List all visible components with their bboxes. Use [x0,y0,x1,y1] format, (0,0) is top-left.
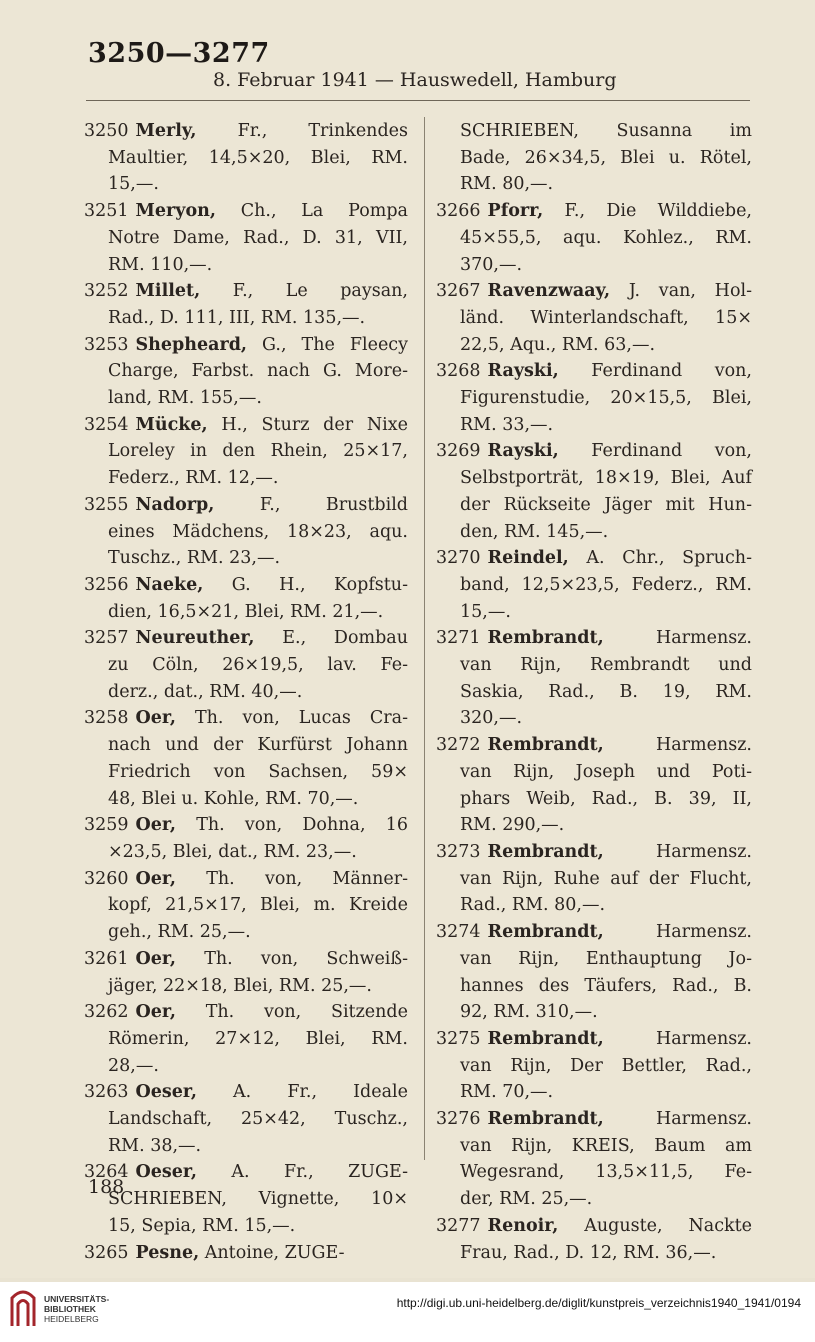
entry-text: van Rijn, Rembrandt und [460,655,752,676]
entry-line [84,599,408,626]
entry-line [436,866,752,893]
entry-text: Römerin, 27×12, Blei, RM. [108,1028,408,1049]
catalog-entry [436,625,752,732]
entry-text: SCHRIEBEN, Vignette, 10× [108,1189,408,1210]
lot-number: 3270 [436,548,481,569]
entry-line [84,866,408,893]
entry-line [436,198,752,225]
entry-line [84,465,408,492]
entry-line [436,1159,752,1186]
entry-line [436,1240,752,1267]
entry-line [436,118,752,145]
lot-number: 3272 [436,735,481,756]
entry-text: Th. von, Sitzende [175,1002,408,1023]
entry-text: H., Sturz der Nixe [207,414,408,435]
entry-text: Friedrich von Sachsen, 59× [108,761,408,782]
entry-text: Harmensz. [603,735,752,756]
catalog-entry [84,812,408,865]
entry-text: F., Le paysan, [200,281,408,302]
artist-name: Rembrandt, [487,922,604,943]
catalog-entry [436,839,752,919]
entry-text: RM. 33,—. [460,414,554,435]
entry-line [84,278,408,305]
entry-line [84,1133,408,1160]
entry-text: Tuschz., RM. 23,—. [108,548,281,569]
entry-line [84,786,408,813]
right-column [436,118,752,1266]
artist-name: Oeser, [135,1162,197,1183]
entry-line [84,412,408,439]
artist-name: Oer, [135,948,176,969]
entry-line [436,252,752,279]
entry-line [436,705,752,732]
entry-text: 15,—. [460,601,511,622]
entry-line [436,332,752,359]
artist-name: Shepheard, [135,334,248,355]
entry-text: Harmensz. [603,841,752,862]
artist-name: Renoir, [487,1215,559,1236]
entry-text: Ferdinand von, [558,361,752,382]
lot-number: 3271 [436,628,481,649]
footer-bar [0,1282,815,1342]
artist-name: Rembrandt, [487,628,604,649]
lot-number: 3275 [436,1028,481,1049]
entry-text: J. van, Hol- [610,281,752,302]
source-url-link[interactable]: http://digi.ub.uni-heidelberg.de/diglit/kunstpreis_verzeichnis1940_1941/0194 [396,1296,801,1310]
entry-line [436,171,752,198]
entry-text: 15,—. [108,174,159,195]
catalog-entry [436,732,752,839]
library-name: UNIVERSITÄTS- BIBLIOTHEK HEIDELBERG [44,1294,110,1324]
entry-text: Rad., D. 111, III, RM. 135,—. [108,307,366,328]
auction-date-subtitle: 8. Februar 1941 — Hauswedell, Hamburg [213,69,617,91]
lot-number: 3260 [84,868,129,889]
entry-line [84,252,408,279]
entry-line [436,786,752,813]
entry-line [436,919,752,946]
entry-text: Saskia, Rad., B. 19, RM. [460,681,752,702]
entry-text: RM. 70,—. [460,1082,554,1103]
entry-line [84,145,408,172]
entry-text: A. Chr., Spruch- [568,548,752,569]
entry-line [84,305,408,332]
lot-number: 3274 [436,922,481,943]
entry-text: land, RM. 155,—. [108,388,262,409]
catalog-entry [84,492,408,572]
entry-text: Charge, Farbst. nach G. More- [108,361,408,382]
entry-text: derz., dat., RM. 40,—. [108,681,303,702]
entry-line [436,973,752,1000]
left-column [84,118,408,1266]
entry-line [436,1026,752,1053]
artist-name: Reindel, [487,548,569,569]
university-library-logo-icon [8,1288,38,1328]
entry-line [84,1053,408,1080]
entry-line [84,1240,408,1267]
entry-line [84,385,408,412]
lot-number: 3254 [84,414,129,435]
entry-text: der, RM. 25,—. [460,1189,593,1210]
entry-text: phars Weib, Rad., B. 39, II, [460,788,752,809]
catalog-entry [436,1213,752,1266]
lot-number: 3263 [84,1082,129,1103]
catalog-entry [84,412,408,492]
artist-name: Rembrandt, [487,1109,604,1130]
entry-line [84,118,408,145]
entry-text: kopf, 21,5×17, Blei, m. Kreide [108,895,408,916]
entry-text: hannes des Täufers, Rad., B. [460,975,752,996]
artist-name: Rembrandt, [487,841,604,862]
entry-text: RM. 38,—. [108,1135,202,1156]
artist-name: Rayski, [487,361,559,382]
entry-line [436,679,752,706]
catalog-entry [436,919,752,1026]
entry-text: A. Fr., Ideale [196,1082,408,1103]
lot-number: 3257 [84,628,129,649]
entry-text: band, 12,5×23,5, Federz., RM. [460,574,752,595]
entry-line [436,1106,752,1133]
catalog-entry [84,1240,408,1267]
entry-line [436,946,752,973]
artist-name: Rembrandt, [487,735,604,756]
lot-number: 3251 [84,201,129,222]
entry-text: Harmensz. [603,922,752,943]
entry-text: F., Brustbild [214,494,408,515]
entry-line [436,545,752,572]
artist-name: Oer, [135,868,176,889]
lot-number: 3276 [436,1109,481,1130]
entry-line [84,358,408,385]
entry-line [436,519,752,546]
entry-line [84,732,408,759]
entry-line [84,1186,408,1213]
lot-number: 3265 [84,1242,129,1263]
entry-line [436,999,752,1026]
entry-text: Antoine, ZUGE- [199,1242,345,1263]
entry-line [436,225,752,252]
entry-text: 15, Sepia, RM. 15,—. [108,1215,296,1236]
lot-number: 3262 [84,1002,129,1023]
entry-text: A. Fr., ZUGE- [196,1162,408,1183]
entry-text: Notre Dame, Rad., D. 31, VII, [108,227,408,248]
entry-line [436,892,752,919]
entry-text: Harmensz. [603,1028,752,1049]
lot-number: 3259 [84,815,129,836]
entry-text: 370,—. [460,254,523,275]
artist-name: Pesne, [135,1242,200,1263]
entry-line [436,438,752,465]
entry-text: G., The Fleecy [247,334,408,355]
entry-text: Wegesrand, 13,5×11,5, Fe- [460,1162,752,1183]
entry-line [436,759,752,786]
entry-line [436,732,752,759]
entry-text: eines Mädchens, 18×23, aqu. [108,521,408,542]
entry-line [84,625,408,652]
artist-name: Oer, [135,1002,176,1023]
entry-line [84,171,408,198]
entry-text: Harmensz. [603,628,752,649]
entry-line [436,358,752,385]
entry-line [436,1079,752,1106]
entry-line [436,599,752,626]
entry-line [436,812,752,839]
catalog-entry [84,625,408,705]
entry-text: SCHRIEBEN, Susanna im [460,121,752,141]
entry-text: dien, 16,5×21, Blei, RM. 21,—. [108,601,384,622]
entry-line [84,438,408,465]
entry-line [436,1213,752,1240]
entry-line [84,198,408,225]
entry-line [84,759,408,786]
catalog-entry [84,1079,408,1159]
entry-line [84,812,408,839]
entry-text: Th. von, Männer- [175,868,408,889]
catalog-entry [436,198,752,278]
entry-line [436,572,752,599]
entry-line [84,545,408,572]
entry-text: van Rijn, KREIS, Baum am [460,1135,752,1156]
entry-text: E., Dombau [254,628,408,649]
entry-text: RM. 110,—. [108,254,213,275]
catalog-entry [436,118,752,198]
catalog-entry [84,198,408,278]
artist-name: Mücke, [135,414,208,435]
entry-text: Federz., RM. 12,—. [108,468,279,489]
entry-text: Th. von, Schweiß- [175,948,408,969]
entry-line [84,332,408,359]
entry-line [84,973,408,1000]
header-divider [86,100,750,101]
entry-text: länd. Winterlandschaft, 15× [460,307,752,328]
entry-text: van Rijn, Ruhe auf der Flucht, [460,868,752,889]
entry-text: ×23,5, Blei, dat., RM. 23,—. [108,841,357,862]
entry-text: 48, Blei u. Kohle, RM. 70,—. [108,788,359,809]
entry-line [84,225,408,252]
catalog-entry [436,1106,752,1213]
entry-text: nach und der Kurfürst Johann [108,735,408,756]
artist-name: Millet, [135,281,201,302]
artist-name: Naeke, [135,574,204,595]
entry-text: van Rijn, Der Bettler, Rad., [460,1055,752,1076]
entry-line [84,519,408,546]
entry-line [84,1213,408,1240]
entry-line [436,839,752,866]
entry-text: Figurenstudie, 20×15,5, Blei, [460,388,752,409]
entry-text: 92, RM. 310,—. [460,1002,598,1023]
artist-name: Oer, [135,815,176,836]
artist-name: Rayski, [487,441,559,462]
entry-text: Bade, 26×34,5, Blei u. Rötel, [460,147,752,168]
catalog-entry [84,572,408,625]
artist-name: Oer, [135,708,176,729]
entry-text: Th. von, Lucas Cra- [175,708,408,729]
artist-name: Neureuther, [135,628,255,649]
entry-text: van Rijn, Enthauptung Jo- [460,948,752,969]
entry-line [436,145,752,172]
artist-name: Ravenzwaay, [487,281,611,302]
entry-line [436,652,752,679]
entry-line [436,625,752,652]
catalog-entry [436,545,752,625]
catalog-entry [84,278,408,331]
entry-line [84,1079,408,1106]
entry-text: F., Die Wilddiebe, [543,201,752,222]
lot-number: 3261 [84,948,129,969]
lot-number: 3266 [436,201,481,222]
entry-line [84,1026,408,1053]
column-divider [424,117,425,1160]
lot-number: 3264 [84,1162,129,1183]
catalog-entry [84,118,408,198]
entry-text: Maultier, 14,5×20, Blei, RM. [108,147,408,168]
catalog-entry [436,1026,752,1106]
entry-text: 22,5, Aqu., RM. 63,—. [460,334,656,355]
entry-line [436,1133,752,1160]
catalog-entry [84,1159,408,1239]
entry-line [436,1186,752,1213]
entry-line [84,492,408,519]
entry-line [84,705,408,732]
artist-name: Merly, [135,121,197,141]
lot-number: 3253 [84,334,129,355]
lot-number: 3268 [436,361,481,382]
lot-number: 3269 [436,441,481,462]
entry-line [436,305,752,332]
lot-number: 3255 [84,494,129,515]
lot-number: 3252 [84,281,129,302]
entry-text: Frau, Rad., D. 12, RM. 36,—. [460,1242,717,1263]
entry-text: RM. 80,—. [460,174,554,195]
entry-text: G. H., Kopfstu- [203,574,408,595]
lot-number: 3267 [436,281,481,302]
page-number: 188 [88,1176,125,1198]
artist-name: Nadorp, [135,494,215,515]
entry-line [436,492,752,519]
entry-text: 320,—. [460,708,523,729]
lot-number: 3277 [436,1215,481,1236]
entry-line [84,652,408,679]
entry-line [436,385,752,412]
entry-line [436,278,752,305]
entry-text: Harmensz. [603,1109,752,1130]
entry-text: 28,—. [108,1055,159,1076]
lot-number: 3273 [436,841,481,862]
catalog-entry [84,705,408,812]
artist-name: Oeser, [135,1082,197,1103]
entry-text: van Rijn, Joseph und Poti- [460,761,752,782]
entry-text: geh., RM. 25,—. [108,922,251,943]
entry-line [84,946,408,973]
entry-text: Fr., Trinkendes [196,121,408,141]
lot-number: 3256 [84,574,129,595]
entry-text: RM. 290,—. [460,815,565,836]
entry-line [84,1106,408,1133]
entry-line [436,1053,752,1080]
catalog-entry [436,438,752,545]
entry-line [84,839,408,866]
entry-text: Ch., La Pompa [215,201,408,222]
lot-number: 3250 [84,121,129,141]
entry-line [84,999,408,1026]
lot-number: 3258 [84,708,129,729]
artist-name: Meryon, [135,201,216,222]
entry-text: den, RM. 145,—. [460,521,609,542]
catalog-entry [84,866,408,946]
lot-range-title: 3250—3277 [88,38,270,69]
entry-text: jäger, 22×18, Blei, RM. 25,—. [108,975,372,996]
entry-line [84,572,408,599]
entry-text: Landschaft, 25×42, Tuschz., [108,1109,408,1130]
entry-text: Auguste, Nackte [558,1215,752,1236]
catalog-entry [436,358,752,438]
entry-line [84,679,408,706]
entry-text: Ferdinand von, [558,441,752,462]
catalog-entry [436,278,752,358]
artist-name: Rembrandt, [487,1028,604,1049]
entry-line [436,412,752,439]
catalog-entry [84,946,408,999]
entry-text: Rad., RM. 80,—. [460,895,606,916]
entry-text: Selbstporträt, 18×19, Blei, Auf [460,468,752,489]
entry-text: Th. von, Dohna, 16 [175,815,408,836]
entry-text: 45×55,5, aqu. Kohlez., RM. [460,227,752,248]
entry-text: Loreley in den Rhein, 25×17, [108,441,408,462]
artist-name: Pforr, [487,201,544,222]
entry-text: der Rückseite Jäger mit Hun- [460,494,752,515]
entry-line [84,892,408,919]
entry-line [436,465,752,492]
entry-text: zu Cöln, 26×19,5, lav. Fe- [108,655,408,676]
entry-line [84,919,408,946]
entry-line [84,1159,408,1186]
catalog-entry [84,999,408,1079]
catalog-entry [84,332,408,412]
